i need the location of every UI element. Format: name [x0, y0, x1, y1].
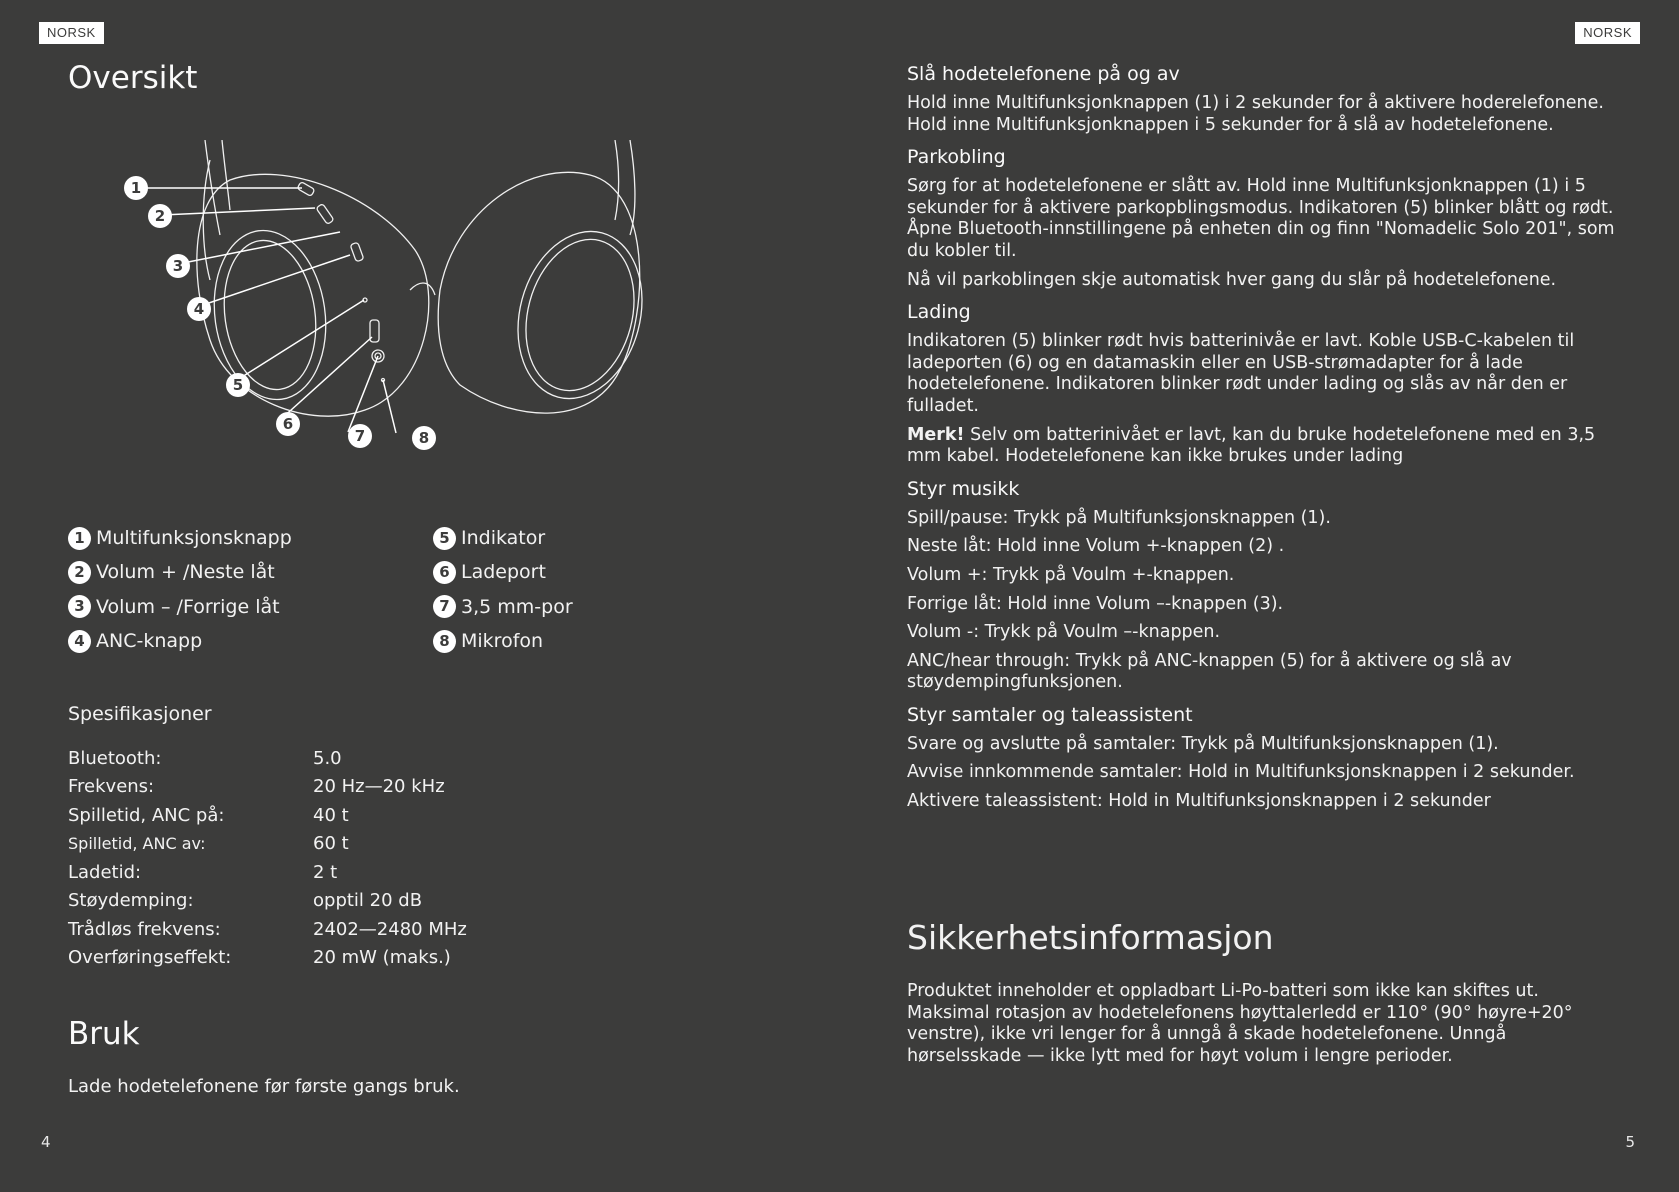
legend-item: 1 Multifunksjonsknapp — [68, 521, 292, 555]
svg-text:6: 6 — [282, 415, 294, 433]
paragraph: Spill/pause: Trykk på Multifunksjonsknappen (1). — [907, 507, 1331, 528]
section-pairing — [907, 145, 1617, 291]
overview-title: Oversikt — [68, 60, 198, 96]
spec-row: Ladetid: 2 t — [68, 861, 338, 883]
paragraph: Forrige låt: Hold inne Volum –-knappen (3). — [907, 593, 1284, 614]
spec-row: Støydemping: opptil 20 dB — [68, 890, 423, 912]
section-title: Lading — [907, 301, 971, 324]
legend-item: 7 3,5 mm-por — [433, 590, 573, 624]
legend-item: 2 Volum + /Neste låt — [68, 555, 292, 589]
paragraph: Sørg for at hodetelefonene er slått av. Hold inne Multifunksjonknappen (1) i 5 sekunder for å aktivere parkopblingsmodus. Indikatoren (5) blinker blått og rødt. Åpne Bluetooth-innstillingene på enheten din og finn "Nomadelic Solo 201", som du kobler til. — [907, 176, 1615, 261]
legend-item: 5 Indikator — [433, 521, 573, 555]
svg-text:3: 3 — [172, 257, 184, 275]
right-earcup-outline — [438, 172, 640, 413]
note-label: Merk! — [907, 424, 965, 445]
paragraph: Hold inne Multifunksjonknappen (1) i 2 sekunder for å aktivere hoderelefonene. Hold inne Multifunksjonknappen i 5 sekunder for å slå av hodetelefonene. — [907, 93, 1604, 135]
legend-item: 3 Volum – /Forrige låt — [68, 590, 292, 624]
specs-title: Spesifikasjoner — [68, 703, 212, 725]
section-charging — [907, 300, 1617, 468]
svg-text:7: 7 — [354, 427, 366, 445]
page-number-right: 5 — [1625, 1133, 1635, 1151]
svg-text:1: 1 — [130, 179, 142, 197]
section-title: Styr samtaler og taleassistent — [907, 703, 1193, 726]
svg-text:5: 5 — [232, 376, 244, 394]
callout-3 — [166, 254, 190, 278]
legend-item: 4 ANC-knapp — [68, 624, 292, 658]
paragraph: Avvise innkommende samtaler: Hold in Multifunksjonsknappen i 2 sekunder. — [907, 762, 1575, 783]
paragraph: Nå vil parkoblingen skje automatisk hver gang du slår på hodetelefonene. — [907, 269, 1557, 290]
section-calls — [907, 703, 1617, 813]
safety-title: Sikkerhetsinformasjon — [907, 918, 1274, 957]
spec-row: Trådløs frekvens: 2402—2480 MHz — [68, 918, 467, 940]
paragraph: Neste låt: Hold inne Volum +-knappen (2) . — [907, 536, 1285, 557]
language-badge-right: NORSK — [1575, 22, 1640, 44]
headphones-diagram — [110, 140, 710, 510]
paragraph: Svare og avslutte på samtaler: Trykk på Multifunksjonsknappen (1). — [907, 733, 1499, 754]
svg-text:2: 2 — [154, 207, 166, 225]
paragraph: Volum +: Trykk på Voulm +-knappen. — [907, 564, 1235, 585]
language-badge-left: NORSK — [39, 22, 104, 44]
safety-text: Produktet inneholder et oppladbart Li-Po-batteri som ikke kan skiftes ut. Maksimal rotasjon av hodetelefonens høyttalerledd er 110° (90° høyre+20° venstre), ikke vri lenger for å unngå å skade hodetelefonene. Unngå hørselsskade — ikke lytt med for høyt volum i lengre perioder. — [907, 981, 1573, 1066]
svg-text:8: 8 — [418, 429, 430, 447]
callout-6 — [276, 412, 300, 436]
paragraph: Indikatoren (5) blinker rødt hvis batterinivåe er lavt. Koble USB-C-kabelen til ladeporten (6) og en datamaskin eller en USB-strømadapter for å lade hodetelefonene. Indikatoren blinker rødt under lading og slås av når den er fulladet. — [907, 331, 1575, 416]
legend-left-column — [68, 521, 292, 658]
legend-item: 8 Mikrofon — [433, 624, 573, 658]
specs-table — [68, 744, 467, 972]
spec-row: Overføringseffekt: 20 mW (maks.) — [68, 947, 451, 969]
section-title: Slå hodetelefonene på og av — [907, 63, 1180, 85]
callout-7 — [348, 424, 372, 448]
callout-1 — [124, 176, 148, 200]
paragraph: Volum -: Trykk på Voulm –-knappen. — [907, 622, 1221, 643]
callout-4 — [187, 297, 211, 321]
legend-right-column — [433, 521, 573, 658]
section-music — [907, 477, 1617, 694]
section-title: Parkobling — [907, 146, 1006, 169]
bruk-text: Lade hodetelefonene før første gangs bruk. — [68, 1076, 460, 1097]
note-paragraph: Merk! Selv om batterinivået er lavt, kan du bruke hodetelefonene med en 3,5 mm kabel. Hodetelefonene kan ikke brukes under lading — [907, 424, 1596, 467]
section-title: Styr musikk — [907, 477, 1020, 500]
legend-item: 6 Ladeport — [433, 555, 573, 589]
instructions-column — [907, 62, 1617, 822]
callout-8 — [412, 426, 436, 450]
section-power — [907, 62, 1617, 136]
callout-2 — [148, 204, 172, 228]
bruk-title: Bruk — [68, 1016, 140, 1052]
paragraph: ANC/hear through: Trykk på ANC-knappen (5) for å aktivere og slå av støydempingfunksjonen. — [907, 650, 1512, 693]
paragraph: Aktivere taleassistent: Hold in Multifunksjonsknappen i 2 sekunder — [907, 791, 1491, 812]
spec-row: Spilletid, ANC på: 40 t — [68, 804, 349, 826]
callout-5 — [226, 373, 250, 397]
spec-row: Spilletid, ANC av: 60 t — [68, 833, 349, 855]
svg-text:4: 4 — [193, 300, 205, 318]
spec-row: Frekvens: 20 Hz—20 kHz — [68, 776, 445, 798]
spec-row: Bluetooth: 5.0 — [68, 747, 342, 769]
page-number-left: 4 — [41, 1133, 51, 1151]
left-ear-cushion — [204, 223, 337, 407]
